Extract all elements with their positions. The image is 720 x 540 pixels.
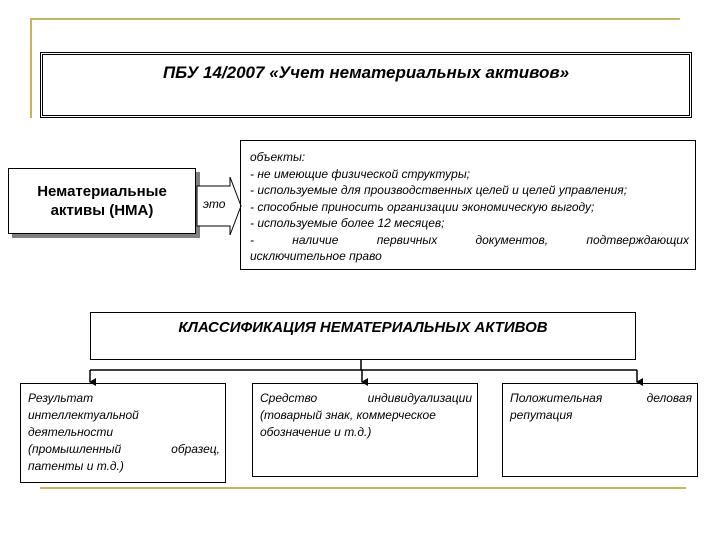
nma-label-line2: активы (НМА) [50,202,154,219]
category-individualization [252,383,478,477]
category-2-split-right: индивидуализации [367,391,472,405]
category-1-split-right: образец, [171,442,220,456]
category-2-line: обозначение и т.д.) [260,425,372,439]
objects-item-5-word: первичных [376,232,438,247]
arrow-label: это [203,197,226,211]
objects-item-2: - используемые для производственных целей и целей управления; [250,183,628,197]
objects-item-4: - используемые более 12 месяцев; [250,216,445,230]
category-1-line: патенты и т.д.) [28,459,124,473]
objects-item-1: - не имеющие физической структуры; [250,166,470,181]
objects-item-5-word: подтверждающих [586,232,689,247]
category-2-line: (товарный знак, коммерческое [260,408,436,422]
nma-label-line1: Нематериальные [37,183,167,200]
category-1-line: интеллектуальной [28,408,139,422]
category-3-split-right: деловая [646,391,692,405]
category-1-split-left: (промышленный [28,442,122,456]
category-intellectual-result [20,383,226,483]
category-1-line: Результат [28,391,94,405]
category-goodwill [502,383,698,477]
category-3-split-line [510,390,692,407]
category-1-line: деятельности [28,425,114,439]
category-1-split-line [28,441,220,458]
category-2-split-line [260,390,472,407]
objects-item-3: - способные приносить организации экономическую выгоду; [250,199,595,214]
category-2-split-left: Средство [260,391,318,405]
classification-title: КЛАССИФИКАЦИЯ НЕМАТЕРИАЛЬНЫХ АКТИВОВ [178,319,548,336]
objects-item-5-word: документов, [475,232,549,247]
category-3-line: репутация [510,408,573,422]
page-title: ПБУ 14/2007 «Учет нематериальных активов» [162,63,570,82]
objects-item-5-word: - [250,232,254,247]
category-3-split-left: Положительная [510,391,603,405]
objects-item-5-tail: исключительное право [250,249,382,263]
objects-item-5-word: наличие [292,232,339,247]
objects-heading: объекты: [250,150,306,164]
